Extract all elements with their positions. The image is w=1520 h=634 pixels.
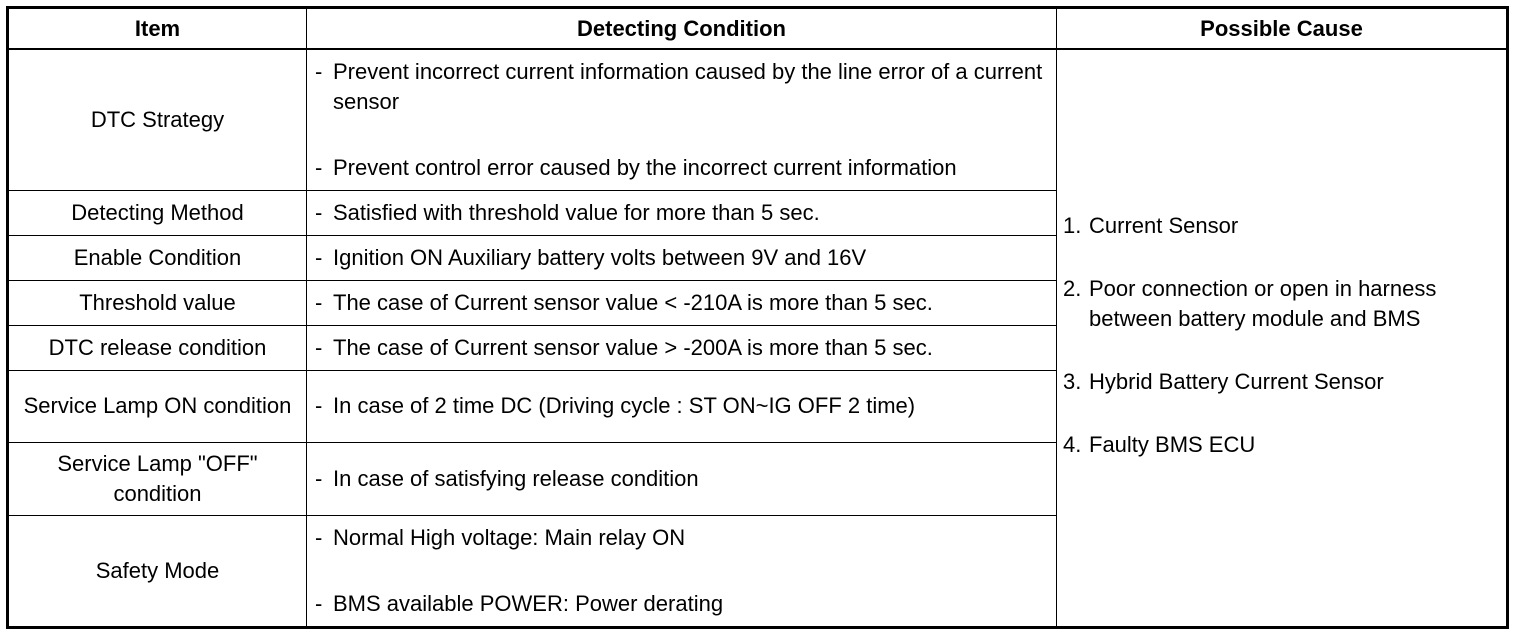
condition-line bbox=[315, 333, 1048, 363]
cause-number: 3. bbox=[1063, 369, 1082, 394]
condition-cell bbox=[307, 49, 1057, 190]
dash-marker: - bbox=[315, 58, 323, 84]
dash-marker: - bbox=[315, 334, 323, 360]
cause-item bbox=[1063, 211, 1500, 241]
condition-line bbox=[315, 198, 1048, 228]
cause-item bbox=[1063, 274, 1500, 334]
condition-text: Prevent incorrect current information caused by the line error of a current sensor bbox=[333, 58, 1043, 114]
condition-text: BMS available POWER: Power derating bbox=[333, 590, 724, 616]
dash-marker: - bbox=[315, 154, 323, 180]
item-cell: DTC release condition bbox=[8, 325, 307, 370]
condition-text: Normal High voltage: Main relay ON bbox=[333, 524, 686, 550]
cause-number: 4. bbox=[1063, 432, 1082, 457]
possible-cause-cell bbox=[1057, 49, 1508, 627]
header-possible-cause: Possible Cause bbox=[1057, 8, 1508, 50]
cause-text: Hybrid Battery Current Sensor bbox=[1089, 369, 1384, 394]
condition-text: Satisfied with threshold value for more than 5 sec. bbox=[333, 199, 820, 225]
dash-marker: - bbox=[315, 590, 323, 616]
cause-text: Poor connection or open in harness between battery module and BMS bbox=[1089, 276, 1437, 331]
dash-marker: - bbox=[315, 465, 323, 491]
condition-cell bbox=[307, 515, 1057, 627]
cause-text: Faulty BMS ECU bbox=[1089, 432, 1256, 457]
condition-text: The case of Current sensor value > -200A is more than 5 sec. bbox=[333, 334, 933, 360]
cause-item bbox=[1063, 430, 1500, 460]
item-cell: Service Lamp "OFF" condition bbox=[8, 442, 307, 515]
cause-text: Current Sensor bbox=[1089, 213, 1239, 238]
condition-cell bbox=[307, 370, 1057, 442]
header-detecting-condition: Detecting Condition bbox=[307, 8, 1057, 50]
condition-text: Ignition ON Auxiliary battery volts between 9V and 16V bbox=[333, 244, 867, 270]
item-cell: Enable Condition bbox=[8, 235, 307, 280]
cause-item bbox=[1063, 367, 1500, 397]
condition-cell bbox=[307, 235, 1057, 280]
condition-line bbox=[315, 391, 1048, 421]
condition-cell bbox=[307, 190, 1057, 235]
condition-line bbox=[315, 153, 1048, 183]
condition-text: Prevent control error caused by the incorrect current information bbox=[333, 154, 957, 180]
item-cell: Safety Mode bbox=[8, 515, 307, 627]
item-cell: Detecting Method bbox=[8, 190, 307, 235]
header-item: Item bbox=[8, 8, 307, 50]
item-cell: Service Lamp ON condition bbox=[8, 370, 307, 442]
condition-line bbox=[315, 523, 1048, 553]
cause-number: 2. bbox=[1063, 276, 1082, 301]
cause-list bbox=[1063, 211, 1500, 460]
condition-text: The case of Current sensor value < -210A is more than 5 sec. bbox=[333, 289, 933, 315]
dash-marker: - bbox=[315, 199, 323, 225]
dash-marker: - bbox=[315, 289, 323, 315]
condition-cell bbox=[307, 280, 1057, 325]
cause-number: 1. bbox=[1063, 213, 1082, 238]
condition-line bbox=[315, 243, 1048, 273]
dash-marker: - bbox=[315, 524, 323, 550]
condition-cell bbox=[307, 325, 1057, 370]
condition-line bbox=[315, 57, 1048, 117]
condition-line bbox=[315, 589, 1048, 619]
dtc-table bbox=[6, 6, 1509, 629]
condition-cell bbox=[307, 442, 1057, 515]
condition-line bbox=[315, 464, 1048, 494]
item-cell: DTC Strategy bbox=[8, 49, 307, 190]
item-cell: Threshold value bbox=[8, 280, 307, 325]
header-row bbox=[8, 8, 1508, 50]
condition-line bbox=[315, 288, 1048, 318]
table-row bbox=[8, 49, 1508, 190]
condition-text: In case of satisfying release condition bbox=[333, 465, 699, 491]
dash-marker: - bbox=[315, 393, 323, 418]
dash-marker: - bbox=[315, 244, 323, 270]
condition-text: In case of 2 time DC (Driving cycle : ST ON~IG OFF 2 time) bbox=[333, 393, 916, 418]
